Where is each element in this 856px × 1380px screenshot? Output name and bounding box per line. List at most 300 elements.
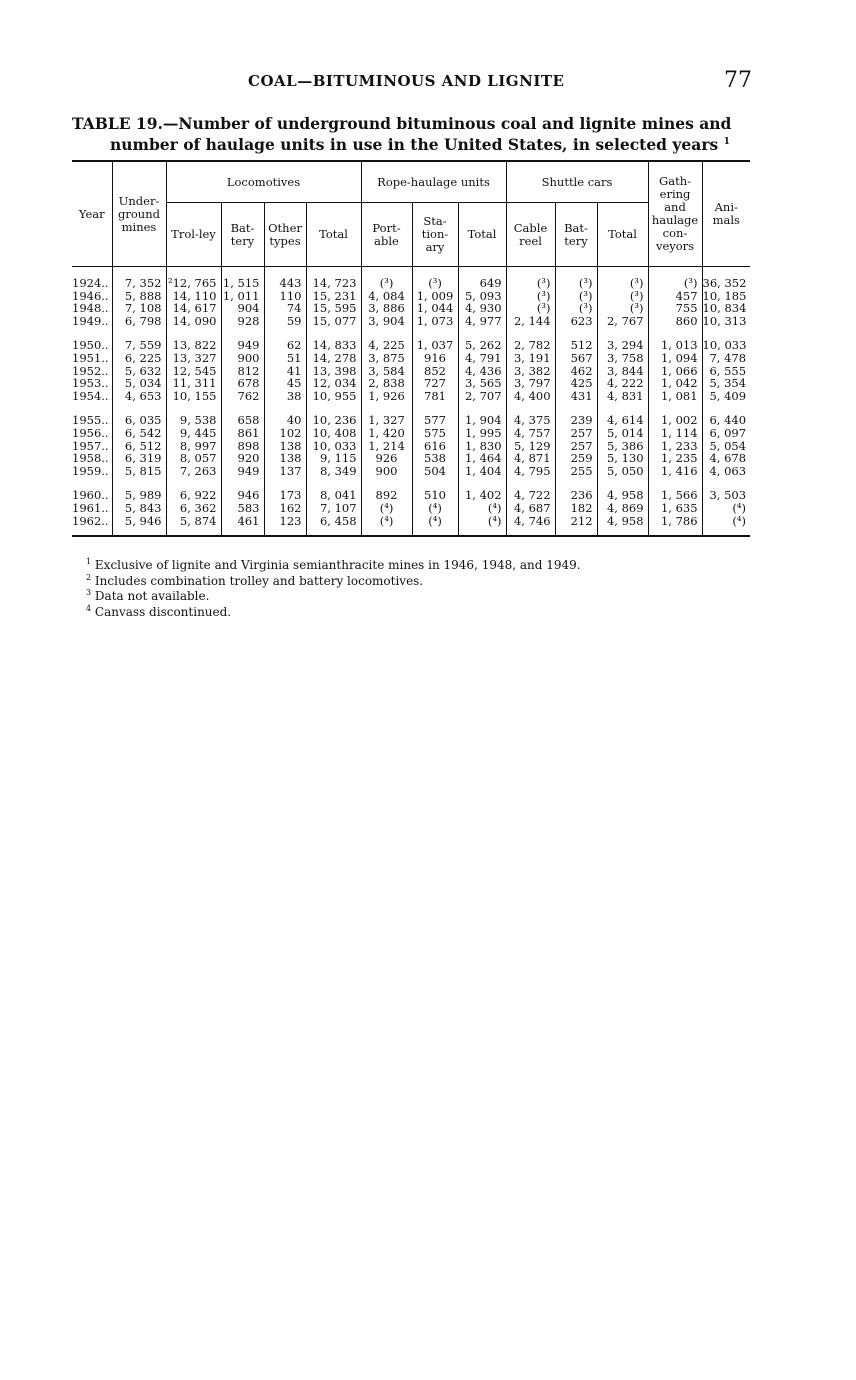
group-spacer <box>72 477 750 489</box>
spacer-cell <box>648 527 702 536</box>
table-cell: 8, 057 <box>166 452 221 465</box>
table-cell: (⁴) <box>412 502 458 515</box>
table-cell: (³) <box>597 277 648 290</box>
table-cell: 4, 869 <box>597 502 648 515</box>
footnote-mark: 4 <box>86 603 92 613</box>
table-cell: 462 <box>555 365 597 378</box>
table-cell: 14, 833 <box>306 339 361 352</box>
table-cell: 14, 278 <box>306 352 361 365</box>
table-cell: 5, 054 <box>702 440 750 453</box>
table-cell: 4, 614 <box>597 414 648 427</box>
table-cell: 8, 997 <box>166 440 221 453</box>
table-cell: 4, 678 <box>702 452 750 465</box>
table-cell: 1, 904 <box>458 414 506 427</box>
table-cell: 1, 566 <box>648 489 702 502</box>
table-cell: 259 <box>555 452 597 465</box>
table-cell: 5, 632 <box>112 365 166 378</box>
table-cell: 7, 559 <box>112 339 166 352</box>
table-cell: 11, 311 <box>166 377 221 390</box>
table-cell: 3, 797 <box>506 377 555 390</box>
table-cell: 443 <box>264 277 306 290</box>
table-cell: 4, 653 <box>112 390 166 403</box>
year-cell: 1949.. <box>72 313 109 328</box>
table-cell: (³) <box>597 302 648 315</box>
table-title-line-1: TABLE 19.—Number of underground bituminous coal and lignite mines and <box>72 114 732 133</box>
table-cell: 860 <box>648 315 702 328</box>
table-cell: 5, 815 <box>112 465 166 478</box>
table-row <box>72 427 750 440</box>
table-title-line-2-text: number of haulage units in use in the United States, in selected years <box>110 135 719 155</box>
table-cell: 1, 214 <box>361 440 412 453</box>
footnote <box>86 572 581 588</box>
table-cell: 4, 687 <box>506 502 555 515</box>
table-cell: 431 <box>555 390 597 403</box>
table-cell: 7, 352 <box>112 277 166 290</box>
table-cell: 1, 464 <box>458 452 506 465</box>
header-locomotives: Locomotives <box>166 161 361 203</box>
table-cell: 3, 758 <box>597 352 648 365</box>
table-cell: 4, 757 <box>506 427 555 440</box>
table-row <box>72 502 750 515</box>
table-cell: 1, 830 <box>458 440 506 453</box>
year-cell: 1961.. <box>72 500 109 515</box>
spacer-cell <box>112 527 166 536</box>
table-cell: 10, 033 <box>702 339 750 352</box>
table-cell: 6, 922 <box>166 489 221 502</box>
table-cell: 40 <box>264 414 306 427</box>
table-cell: 1, 235 <box>648 452 702 465</box>
spacer-cell <box>264 527 306 536</box>
table-cell: 3, 904 <box>361 315 412 328</box>
table-cell: 138 <box>264 452 306 465</box>
table-cell: 236 <box>555 489 597 502</box>
table-cell: 649 <box>458 277 506 290</box>
table-cell: ²12, 765 <box>166 277 221 290</box>
table-cell: 5, 989 <box>112 489 166 502</box>
running-title: COAL—BITUMINOUS AND LIGNITE <box>248 72 565 90</box>
table-cell: 904 <box>221 302 264 315</box>
header-locomotives-total: Total <box>306 203 361 267</box>
table-cell: 1, 233 <box>648 440 702 453</box>
table-cell: 10, 834 <box>702 302 750 315</box>
table-cell: 1, 786 <box>648 515 702 528</box>
table-cell: 567 <box>555 352 597 365</box>
table-cell: 916 <box>412 352 458 365</box>
table-cell: 137 <box>264 465 306 478</box>
header-battery: Bat-tery <box>221 203 264 267</box>
table-cell: 4, 400 <box>506 390 555 403</box>
table-cell: 10, 033 <box>306 440 361 453</box>
running-head <box>0 68 856 96</box>
spacer-cell <box>702 527 750 536</box>
table-cell: 5, 946 <box>112 515 166 528</box>
table-cell: 457 <box>648 290 702 303</box>
spacer-cell <box>555 527 597 536</box>
table-cell: 926 <box>361 452 412 465</box>
table-cell: 4, 791 <box>458 352 506 365</box>
table-cell: 658 <box>221 414 264 427</box>
year-cell: 1924.. <box>72 276 109 290</box>
table-cell: 2, 767 <box>597 315 648 328</box>
table-cell: 9, 115 <box>306 452 361 465</box>
table-cell: 2, 144 <box>506 315 555 328</box>
header-other-types: Other types <box>264 203 306 267</box>
footnote-text: Canvass discontinued. <box>94 604 232 619</box>
table-cell: 138 <box>264 440 306 453</box>
table-cell: 212 <box>555 515 597 528</box>
table-cell: (⁴) <box>412 515 458 528</box>
footnote <box>86 603 581 619</box>
table-cell: 1, 002 <box>648 414 702 427</box>
header-portable: Port-able <box>361 203 412 267</box>
table-cell: 62 <box>264 339 306 352</box>
table-row <box>72 440 750 453</box>
header-animals: Ani-mals <box>702 161 750 267</box>
table-body <box>72 267 750 537</box>
table-cell: 14, 723 <box>306 277 361 290</box>
table-cell: 1, 327 <box>361 414 412 427</box>
table-cell: 900 <box>361 465 412 478</box>
spacer-cell <box>72 527 112 536</box>
table-cell: 583 <box>221 502 264 515</box>
table-cell: (³) <box>506 290 555 303</box>
year-cell: 1960.. <box>72 488 109 503</box>
table-cell: 900 <box>221 352 264 365</box>
table-cell: 4, 084 <box>361 290 412 303</box>
table-row <box>72 277 750 290</box>
table-cell: 13, 327 <box>166 352 221 365</box>
table-cell: 10, 236 <box>306 414 361 427</box>
table-cell: (⁴) <box>458 502 506 515</box>
table-cell: 727 <box>412 377 458 390</box>
table-cell: 3, 886 <box>361 302 412 315</box>
table-cell: 10, 185 <box>702 290 750 303</box>
table-row <box>72 315 750 328</box>
table-cell: 946 <box>221 489 264 502</box>
table-cell: 12, 034 <box>306 377 361 390</box>
table-cell: 257 <box>555 440 597 453</box>
year-cell: 1948.. <box>72 301 109 316</box>
year-cell: 1955.. <box>72 413 109 428</box>
table-cell: 6, 555 <box>702 365 750 378</box>
table-cell: 9, 445 <box>166 427 221 440</box>
table-cell: 2, 838 <box>361 377 412 390</box>
year-cell: 1953.. <box>72 376 109 391</box>
table-cell: 3, 565 <box>458 377 506 390</box>
table-cell: 6, 225 <box>112 352 166 365</box>
header-rope-total: Total <box>458 203 506 267</box>
header-shuttle-cars: Shuttle cars <box>506 161 648 203</box>
table-cell: 510 <box>412 489 458 502</box>
table-cell: 5, 843 <box>112 502 166 515</box>
table-cell: 8, 349 <box>306 465 361 478</box>
table-cell: 4, 958 <box>597 489 648 502</box>
table-cell: 6, 798 <box>112 315 166 328</box>
table-cell: 1, 515 <box>221 277 264 290</box>
table-cell: 2, 782 <box>506 339 555 352</box>
table-cell: 1, 416 <box>648 465 702 478</box>
table-row <box>72 489 750 502</box>
table-row <box>72 352 750 365</box>
table-cell: 41 <box>264 365 306 378</box>
table-cell: 3, 191 <box>506 352 555 365</box>
table-cell: 1, 011 <box>221 290 264 303</box>
year-cell: 1950.. <box>72 338 109 353</box>
table-cell: 3, 294 <box>597 339 648 352</box>
table-cell: 4, 436 <box>458 365 506 378</box>
footnote-mark: 2 <box>86 572 92 582</box>
table-cell: 892 <box>361 489 412 502</box>
table-cell: 110 <box>264 290 306 303</box>
table-cell: 1, 044 <box>412 302 458 315</box>
footnote-text: Includes combination trolley and battery locomotives. <box>94 573 424 588</box>
table-cell: 6, 440 <box>702 414 750 427</box>
spacer-cell <box>306 527 361 536</box>
table-cell: 5, 386 <box>597 440 648 453</box>
table-cell: 38 <box>264 390 306 403</box>
table-cell: (⁴) <box>458 515 506 528</box>
table-cell: 5, 262 <box>458 339 506 352</box>
table-cell: 623 <box>555 315 597 328</box>
table-cell: 1, 404 <box>458 465 506 478</box>
table-cell: 10, 155 <box>166 390 221 403</box>
table-cell: 13, 822 <box>166 339 221 352</box>
table-cell: 13, 398 <box>306 365 361 378</box>
table-cell: (³) <box>412 277 458 290</box>
table-cell: 5, 034 <box>112 377 166 390</box>
table-cell: 852 <box>412 365 458 378</box>
table-cell: 5, 050 <box>597 465 648 478</box>
table-cell: 173 <box>264 489 306 502</box>
spacer-cell <box>506 527 555 536</box>
header-gathering-conveyors: Gath-ering and haulage con-veyors <box>648 161 702 267</box>
table-title-line-2 <box>72 133 752 154</box>
table-cell: 575 <box>412 427 458 440</box>
table-cell: 5, 409 <box>702 390 750 403</box>
table-cell: 6, 512 <box>112 440 166 453</box>
table-cell: 3, 503 <box>702 489 750 502</box>
table-cell: 182 <box>555 502 597 515</box>
table-cell: 4, 222 <box>597 377 648 390</box>
table-cell: 6, 458 <box>306 515 361 528</box>
table-cell: 1, 114 <box>648 427 702 440</box>
table-row <box>72 515 750 528</box>
table-cell: 678 <box>221 377 264 390</box>
table-cell: (³) <box>555 277 597 290</box>
table-row <box>72 377 750 390</box>
table-cell: 102 <box>264 427 306 440</box>
table-cell: 5, 354 <box>702 377 750 390</box>
table-row <box>72 465 750 478</box>
table-cell: (⁴) <box>702 515 750 528</box>
footnote-mark: 1 <box>86 557 92 566</box>
table-cell: 2, 707 <box>458 390 506 403</box>
table-cell: (³) <box>555 290 597 303</box>
table-cell: 1, 402 <box>458 489 506 502</box>
year-cell: 1959.. <box>72 463 109 478</box>
footnote-text: Data not available. <box>94 589 210 603</box>
table-cell: 762 <box>221 390 264 403</box>
table-cell: 4, 375 <box>506 414 555 427</box>
table-cell: 920 <box>221 452 264 465</box>
table-cell: 123 <box>264 515 306 528</box>
table-cell: 14, 617 <box>166 302 221 315</box>
year-cell: 1954.. <box>72 388 109 403</box>
table-cell: 4, 722 <box>506 489 555 502</box>
header-underground-mines: Under-ground mines <box>112 161 166 267</box>
table-cell: (³) <box>361 277 412 290</box>
table-cell: (³) <box>597 290 648 303</box>
table-cell: 1, 037 <box>412 339 458 352</box>
table-cell: 257 <box>555 427 597 440</box>
table-cell: 4, 063 <box>702 465 750 478</box>
table-cell: 949 <box>221 465 264 478</box>
table-cell: 1, 926 <box>361 390 412 403</box>
page-number: 77 <box>724 68 752 93</box>
table-cell: 6, 097 <box>702 427 750 440</box>
spacer-cell <box>458 527 506 536</box>
year-cell: 1952.. <box>72 363 109 378</box>
table-row <box>72 302 750 315</box>
table-cell: 162 <box>264 502 306 515</box>
footnote <box>86 556 581 572</box>
year-cell: 1957.. <box>72 438 109 453</box>
table-cell: 1, 635 <box>648 502 702 515</box>
table-cell: 3, 844 <box>597 365 648 378</box>
table-cell: 239 <box>555 414 597 427</box>
year-cell: 1951.. <box>72 350 109 365</box>
table-cell: (³) <box>555 302 597 315</box>
table-cell: 1, 009 <box>412 290 458 303</box>
header-stationary: Sta-tion-ary <box>412 203 458 267</box>
spacer-cell <box>166 527 221 536</box>
table-cell: 51 <box>264 352 306 365</box>
table-cell: 1, 094 <box>648 352 702 365</box>
table-cell: 3, 584 <box>361 365 412 378</box>
header-rope-haulage: Rope-haulage units <box>361 161 506 203</box>
header-trolley: Trol-ley <box>166 203 221 267</box>
table-cell: 5, 130 <box>597 452 648 465</box>
table-end-spacer <box>72 527 750 536</box>
table-cell: 1, 042 <box>648 377 702 390</box>
table-cell: 7, 108 <box>112 302 166 315</box>
footnote <box>86 587 581 603</box>
spacer-cell <box>597 527 648 536</box>
group-spacer <box>72 402 750 414</box>
table-cell: 6, 542 <box>112 427 166 440</box>
table-cell: 512 <box>555 339 597 352</box>
table-cell: 5, 874 <box>166 515 221 528</box>
table-title <box>72 115 752 154</box>
header-shuttle-battery: Bat-tery <box>555 203 597 267</box>
table-cell: 461 <box>221 515 264 528</box>
table-cell: 5, 014 <box>597 427 648 440</box>
table-cell: 10, 408 <box>306 427 361 440</box>
table-cell: 949 <box>221 339 264 352</box>
table-cell: 1, 066 <box>648 365 702 378</box>
table-cell: 7, 478 <box>702 352 750 365</box>
table-cell: (⁴) <box>361 502 412 515</box>
table-cell: 577 <box>412 414 458 427</box>
table-cell: 15, 595 <box>306 302 361 315</box>
table-cell: 4, 795 <box>506 465 555 478</box>
table-cell: 59 <box>264 315 306 328</box>
table-cell: 4, 746 <box>506 515 555 528</box>
table-cell: 6, 319 <box>112 452 166 465</box>
table-cell: 36, 352 <box>702 277 750 290</box>
table-cell: 3, 382 <box>506 365 555 378</box>
table-cell: 425 <box>555 377 597 390</box>
header-cable-reel: Cable reel <box>506 203 555 267</box>
footnotes <box>86 556 581 618</box>
header-shuttle-total: Total <box>597 203 648 267</box>
table-row <box>72 390 750 403</box>
table-cell: 1, 995 <box>458 427 506 440</box>
year-cell: 1962.. <box>72 513 109 528</box>
table-cell: 4, 958 <box>597 515 648 528</box>
table-cell: 7, 107 <box>306 502 361 515</box>
table-row <box>72 452 750 465</box>
table-cell: 5, 888 <box>112 290 166 303</box>
year-cell: 1958.. <box>72 451 109 466</box>
table-cell: 9, 538 <box>166 414 221 427</box>
table-cell: 14, 110 <box>166 290 221 303</box>
table-cell: 812 <box>221 365 264 378</box>
table-cell: 755 <box>648 302 702 315</box>
data-table <box>72 160 750 537</box>
spacer-cell <box>221 527 264 536</box>
table-cell: 4, 930 <box>458 302 506 315</box>
table-cell: 504 <box>412 465 458 478</box>
table-cell: 10, 313 <box>702 315 750 328</box>
data-table-container <box>72 160 750 537</box>
table-cell: 255 <box>555 465 597 478</box>
table-cell: 4, 871 <box>506 452 555 465</box>
table-cell: (³) <box>648 277 702 290</box>
table-cell: (⁴) <box>702 502 750 515</box>
year-cell: 1956.. <box>72 425 109 440</box>
spacer-cell <box>361 527 412 536</box>
table-cell: 7, 263 <box>166 465 221 478</box>
header-year: Year <box>72 161 112 267</box>
table-title-footnote-marker: 1 <box>723 137 730 147</box>
table-cell: 1, 013 <box>648 339 702 352</box>
table-cell: 10, 955 <box>306 390 361 403</box>
table-cell: 4, 977 <box>458 315 506 328</box>
table-cell: (³) <box>506 302 555 315</box>
table-cell: 898 <box>221 440 264 453</box>
table-cell: 5, 129 <box>506 440 555 453</box>
table-cell: 15, 077 <box>306 315 361 328</box>
footnote-mark: 3 <box>86 588 92 597</box>
table-cell: 3, 875 <box>361 352 412 365</box>
spacer-cell <box>412 527 458 536</box>
table-cell: 1, 073 <box>412 315 458 328</box>
footnote-text: Exclusive of lignite and Virginia semianthracite mines in 1946, 1948, and 1949. <box>94 558 581 572</box>
table-cell: 1, 420 <box>361 427 412 440</box>
table-cell: 928 <box>221 315 264 328</box>
table-cell: 14, 090 <box>166 315 221 328</box>
table-cell: 781 <box>412 390 458 403</box>
table-cell: 6, 035 <box>112 414 166 427</box>
table-cell: 616 <box>412 440 458 453</box>
table-cell: 15, 231 <box>306 290 361 303</box>
table-cell: 4, 831 <box>597 390 648 403</box>
table-cell: 12, 545 <box>166 365 221 378</box>
table-cell: 45 <box>264 377 306 390</box>
table-cell: 538 <box>412 452 458 465</box>
table-cell: 4, 225 <box>361 339 412 352</box>
